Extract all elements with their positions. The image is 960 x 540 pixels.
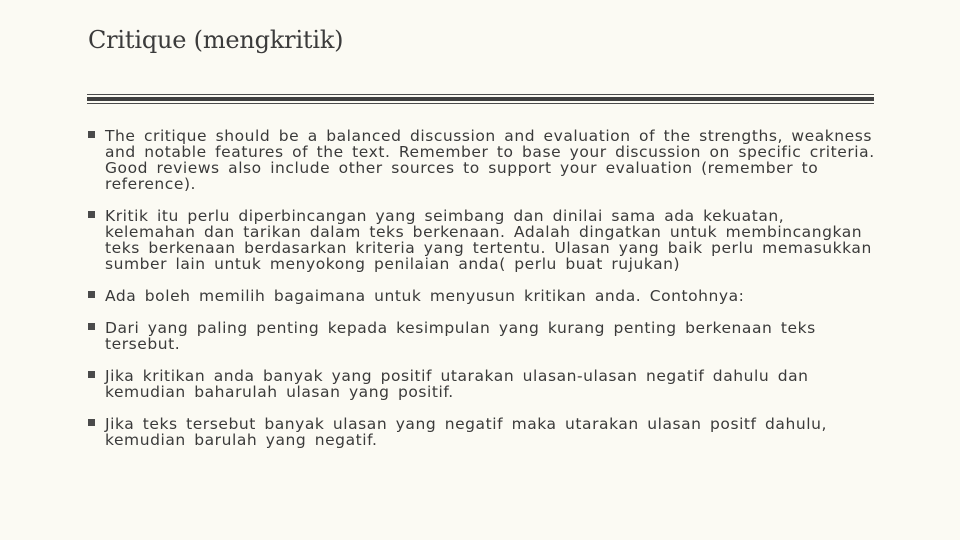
- list-item: [88, 288, 878, 304]
- slide-title: Critique (mengkritik): [88, 26, 344, 54]
- bullet-text: The critique should be a balanced discussion and evaluation of the strengths, weakness and notable features of the text. Remember to base your discussion on specific criteria. Good reviews also include other sources to support your evaluation (remember to reference).: [105, 127, 875, 193]
- square-bullet-icon: [88, 291, 95, 298]
- list-item: [88, 208, 878, 272]
- list-item: [88, 128, 878, 192]
- square-bullet-icon: [88, 371, 95, 378]
- bullet-list: [88, 128, 878, 464]
- bullet-text: Jika kritikan anda banyak yang positif utarakan ulasan-ulasan negatif dahulu dan kemudian baharulah ulasan yang positif.: [105, 367, 809, 401]
- square-bullet-icon: [88, 211, 95, 218]
- list-item: [88, 368, 878, 400]
- list-item: [88, 416, 878, 448]
- square-bullet-icon: [88, 323, 95, 330]
- bullet-text: Dari yang paling penting kepada kesimpulan yang kurang penting berkenaan teks tersebut.: [105, 319, 816, 353]
- bullet-text: Jika teks tersebut banyak ulasan yang negatif maka utarakan ulasan positf dahulu, kemudian barulah yang negatif.: [105, 415, 827, 449]
- title-divider-bottom-line: [87, 103, 874, 104]
- square-bullet-icon: [88, 419, 95, 426]
- bullet-text: Kritik itu perlu diperbincangan yang seimbang dan dinilai sama ada kekuatan, kelemahan dan tarikan dalam teks berkenaan. Adalah dingatkan untuk membincangkan teks berkenaan berdasarkan kriteria yang tertentu. Ulasan yang baik perlu memasukkan sumber lain untuk menyokong penilaian anda( perlu buat rujukan): [105, 207, 872, 273]
- title-divider-thick-line: [87, 97, 874, 101]
- square-bullet-icon: [88, 131, 95, 138]
- title-divider-top-line: [87, 94, 874, 95]
- bullet-text: Ada boleh memilih bagaimana untuk menyusun kritikan anda. Contohnya:: [105, 287, 745, 305]
- list-item: [88, 320, 878, 352]
